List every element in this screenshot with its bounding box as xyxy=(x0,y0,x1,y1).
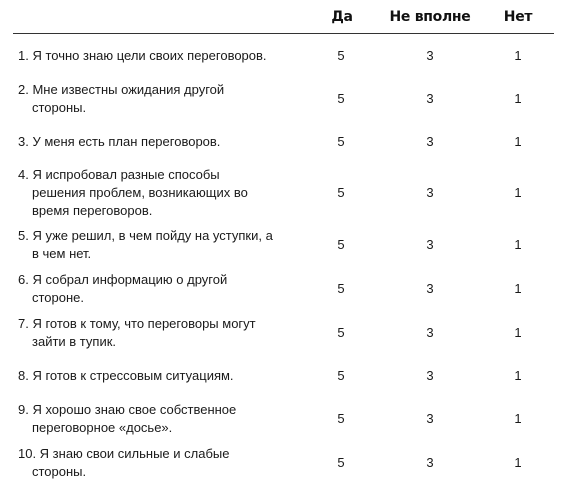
question-text xyxy=(18,36,308,76)
question-line: решения проблем, возникающих во xyxy=(32,185,248,200)
table-row xyxy=(0,441,567,485)
header-divider xyxy=(13,33,554,34)
score-yes: 5 xyxy=(337,237,345,252)
score-no: 1 xyxy=(514,185,522,200)
question-line: зайти в тупик. xyxy=(32,334,116,349)
question-line: 5. Я уже решил, в чем пойду на уступки, а xyxy=(18,228,273,243)
score-no: 1 xyxy=(514,325,522,340)
score-partly: 3 xyxy=(426,411,434,426)
question-text xyxy=(18,224,308,266)
question-line: время переговоров. xyxy=(32,203,153,218)
table-row xyxy=(0,312,567,354)
question-line: 7. Я готов к тому, что переговоры могут xyxy=(18,316,256,331)
score-yes: 5 xyxy=(337,48,345,63)
score-yes: 5 xyxy=(337,411,345,426)
question-text xyxy=(18,77,308,121)
question-line: 6. Я собрал информацию о другой xyxy=(18,272,228,287)
table-row xyxy=(0,398,567,440)
question-text xyxy=(18,312,308,354)
score-yes: 5 xyxy=(337,368,345,383)
table-row xyxy=(0,122,567,162)
score-no: 1 xyxy=(514,91,522,106)
question-line: стороны. xyxy=(32,100,87,115)
question-line: 10. Я знаю свои сильные и слабые xyxy=(18,446,230,461)
score-yes: 5 xyxy=(337,325,345,340)
table-row xyxy=(0,36,567,76)
score-no: 1 xyxy=(514,48,522,63)
question-line: переговорное «досье». xyxy=(32,420,173,435)
question-line: стороны. xyxy=(32,464,87,479)
score-partly: 3 xyxy=(426,91,434,106)
question-text xyxy=(18,398,308,440)
score-no: 1 xyxy=(514,237,522,252)
score-partly: 3 xyxy=(426,48,434,63)
score-partly: 3 xyxy=(426,368,434,383)
score-yes: 5 xyxy=(337,91,345,106)
score-yes: 5 xyxy=(337,185,345,200)
question-text xyxy=(18,441,308,485)
question-line: 3. У меня есть план переговоров. xyxy=(18,134,221,149)
score-partly: 3 xyxy=(426,237,434,252)
table-row xyxy=(0,77,567,121)
table-row xyxy=(0,163,567,223)
question-text xyxy=(18,163,308,223)
table-row xyxy=(0,355,567,397)
score-no: 1 xyxy=(514,368,522,383)
question-line: 8. Я готов к стрессовым ситуациям. xyxy=(18,368,234,383)
score-no: 1 xyxy=(514,134,522,149)
score-no: 1 xyxy=(514,455,522,470)
table-row xyxy=(0,224,567,266)
question-line: 2. Мне известны ожидания другой xyxy=(18,82,225,97)
score-partly: 3 xyxy=(426,281,434,296)
score-no: 1 xyxy=(514,411,522,426)
score-yes: 5 xyxy=(337,455,345,470)
question-line: стороне. xyxy=(32,290,85,305)
score-partly: 3 xyxy=(426,134,434,149)
score-yes: 5 xyxy=(337,134,345,149)
table-row xyxy=(0,267,567,311)
question-line: 4. Я испробовал разные способы xyxy=(18,167,220,182)
question-line: 1. Я точно знаю цели своих переговоров. xyxy=(18,48,267,63)
score-partly: 3 xyxy=(426,455,434,470)
column-header-yes: Да xyxy=(331,9,353,25)
column-header-no: Нет xyxy=(503,9,533,25)
question-text xyxy=(18,267,308,311)
question-text xyxy=(18,122,308,162)
score-no: 1 xyxy=(514,281,522,296)
column-header-partly: Не вполне xyxy=(389,9,471,25)
score-yes: 5 xyxy=(337,281,345,296)
score-partly: 3 xyxy=(426,325,434,340)
score-partly: 3 xyxy=(426,185,434,200)
question-line: 9. Я хорошо знаю свое собственное xyxy=(18,402,237,417)
table-header xyxy=(0,0,567,34)
question-line: в чем нет. xyxy=(32,246,92,261)
question-text xyxy=(18,355,308,397)
